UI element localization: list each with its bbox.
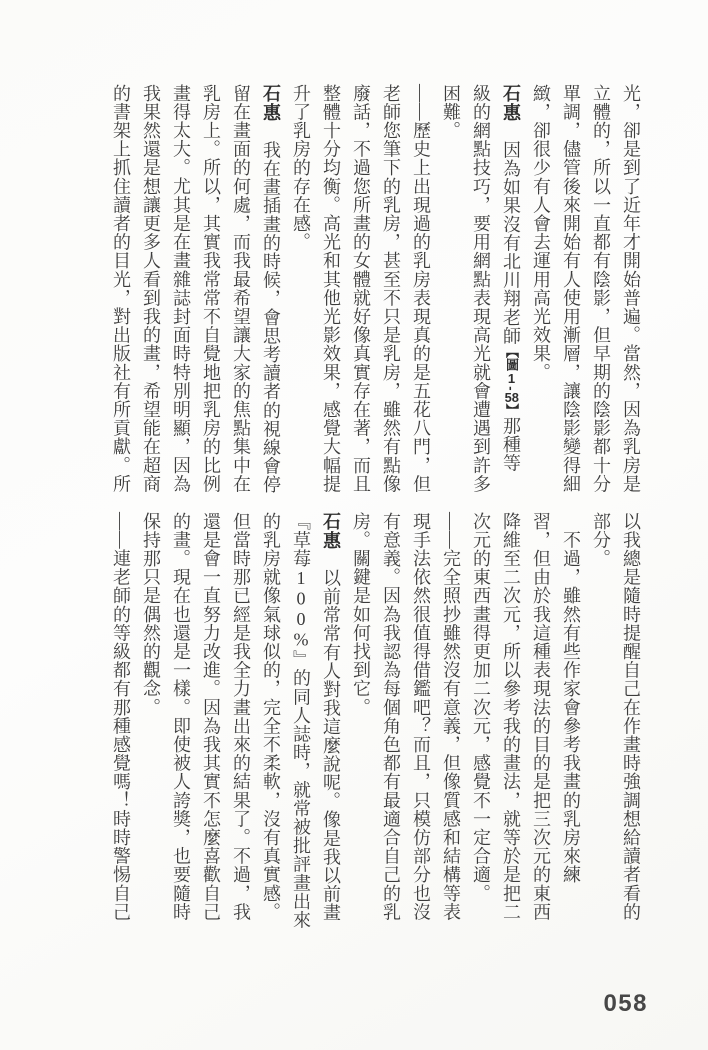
- text-column: [436, 512, 466, 924]
- text-column: [256, 512, 286, 924]
- text-run: 還是會一直努力改進。因為我其實不怎麼喜歡自己: [201, 512, 221, 922]
- text-run: 我在畫插畫的時候，會思考讀者的視線會停: [261, 122, 281, 494]
- text-column: [526, 84, 556, 494]
- text-column: [136, 512, 166, 924]
- text-run: 單調，儘管後來開始有人使用漸層，讓陰影變得細: [561, 84, 581, 494]
- text-run: 老師您筆下的乳房，甚至不只是乳房，雖然有點像: [381, 84, 401, 494]
- text-run: 級的網點技巧，要用網點表現高光就會遭遇到許多: [471, 84, 491, 494]
- text-run: -: [504, 386, 519, 391]
- text-run: 我果然還是想讓更多人看到我的畫，希望能在超商: [141, 84, 161, 494]
- text-run: 】: [504, 403, 519, 417]
- text-run: 次元的東西畫得更加二次元，感覺不一定合適。: [471, 512, 491, 903]
- text-column: [316, 512, 346, 924]
- text-column: [226, 512, 256, 924]
- text-run: 畫得太大。尤其是在畫雜誌封面時特別明顯，因為: [171, 84, 191, 494]
- text-run: 升了乳房的存在感。: [291, 84, 311, 252]
- text-column: [286, 84, 316, 494]
- text-run: ——完全照抄雖然沒有意義，但像質感和結構等表: [441, 512, 461, 922]
- text-run: 但當時那已經是我全力畫出來的結果了。不過，我: [231, 512, 251, 922]
- text-run: 降維至二次元，所以參考我的畫法，就等於是把二: [501, 512, 521, 922]
- text-column: [406, 512, 436, 924]
- text-column: [166, 84, 196, 494]
- text-column: [376, 512, 406, 924]
- text-column: [196, 84, 226, 494]
- text-run: 部分。: [591, 512, 611, 568]
- text-run: 整體十分均衡。高光和其他光影效果，感覺大幅提: [321, 84, 341, 494]
- text-column: [316, 84, 346, 494]
- text-column: [166, 512, 196, 924]
- speaker-name: 石惠: [261, 84, 281, 122]
- text-column: [346, 84, 376, 494]
- text-run: 』的同人誌時，就常被批評畫出來: [291, 650, 311, 930]
- text-column: [616, 512, 646, 924]
- page-number: 058: [603, 990, 648, 1017]
- text-column: [556, 84, 586, 494]
- text-run: 58: [504, 390, 519, 404]
- text-run: 困難。: [441, 84, 461, 140]
- text-run: 有意義。因為我認為每個角色都有最適合自己的乳: [381, 512, 401, 922]
- text-column: [256, 84, 286, 494]
- text-column: [226, 84, 256, 494]
- speaker-name: 石惠: [501, 84, 521, 122]
- text-column: [466, 512, 496, 924]
- text-run: 光，卻是到了近年才開始普遍。當然，因為乳房是: [621, 84, 641, 494]
- text-run: 不過，雖然有些作家會參考我畫的乳房來練: [561, 512, 581, 884]
- text-column: [496, 84, 526, 494]
- text-block-upper: [106, 84, 646, 494]
- text-run: 緻，卻很少有人會去運用高光效果。: [531, 84, 551, 382]
- text-run: 【圖: [504, 345, 519, 372]
- text-run: 的書架上抓住讀者的目光，對出版社有所貢獻。所: [111, 84, 131, 494]
- text-run: 的畫。現在也還是一樣。即使被人誇獎，也要隨時: [171, 512, 191, 922]
- text-run: 習，但由於我這種表現法的目的是把三次元的東西: [531, 512, 551, 922]
- text-run: 現手法依然很值得借鑑吧？而且，只模仿部分也沒: [411, 512, 431, 922]
- text-column: [496, 512, 526, 924]
- text-run: 『草莓: [291, 512, 311, 568]
- text-column: [586, 84, 616, 494]
- text-run: 房。關鍵是如何找到它。: [351, 512, 371, 717]
- text-run: 100%: [291, 567, 311, 651]
- text-run: ——歷史上出現過的乳房表現真的是五花八門，但: [411, 84, 431, 494]
- text-column: [586, 512, 616, 924]
- text-column: [136, 84, 166, 494]
- text-column: [406, 84, 436, 494]
- text-column: [346, 512, 376, 924]
- text-column: [556, 512, 586, 924]
- text-run: 立體的，所以一直都有陰影，但早期的陰影都十分: [591, 84, 611, 494]
- text-column: [196, 512, 226, 924]
- text-column: [286, 512, 316, 930]
- text-column: [616, 84, 646, 494]
- text-run: ——連老師的等級都有那種感覺嗎！時時警惕自己: [111, 512, 131, 922]
- text-run: 的乳房就像氣球似的，完全不柔軟，沒有真實感。: [261, 512, 281, 922]
- text-column: [376, 84, 406, 494]
- text-column: [106, 512, 136, 924]
- text-column: [436, 84, 466, 494]
- speaker-name: 石惠: [321, 512, 341, 550]
- text-column: [106, 84, 136, 494]
- text-run: 那種等: [501, 416, 521, 473]
- text-run: 以前常常有人對我這麼說呢。像是我以前畫: [321, 550, 341, 922]
- text-run: 乳房上。所以，其實我常常不自覺地把乳房的比例: [201, 84, 221, 494]
- text-run: 因為如果沒有北川翔老師: [501, 122, 521, 346]
- text-run: 廢話，不過您所畫的女體就好像真實存在著，而且: [351, 84, 371, 494]
- text-column: [526, 512, 556, 924]
- text-block-lower: [106, 512, 646, 930]
- text-run: 保持那只是偶然的觀念。: [141, 512, 161, 717]
- text-run: 1: [504, 371, 519, 387]
- text-run: 留在畫面的何處，而我最希望讓大家的焦點集中在: [231, 84, 251, 494]
- text-column: [466, 84, 496, 494]
- text-run: 以我總是隨時提醒自己在作畫時強調想給讀者看的: [621, 512, 641, 922]
